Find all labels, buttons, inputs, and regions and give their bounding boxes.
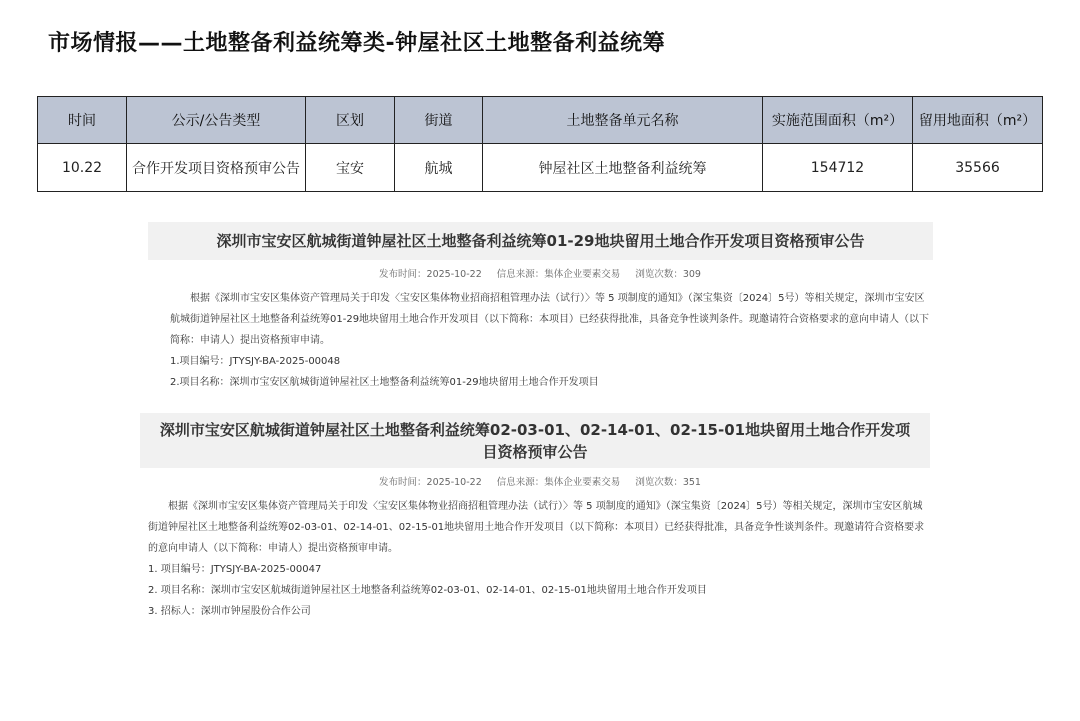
notice-2 xyxy=(140,413,940,622)
header-retained-area: 留用地面积（m²） xyxy=(913,97,1043,144)
header-implementation-area: 实施范围面积（m²） xyxy=(763,97,913,144)
cell-unit-name: 钟屋社区土地整备利益统筹 xyxy=(483,144,763,192)
notice-2-title-line-2: 目资格预审公告 xyxy=(482,443,588,461)
notice-2-publish-time: 发布时间：2025-10-22 xyxy=(379,477,482,488)
notice-1-views: 浏览次数：309 xyxy=(635,269,701,280)
notice-2-views: 浏览次数：351 xyxy=(635,477,701,488)
cell-retained-area: 35566 xyxy=(913,144,1043,192)
notice-2-source: 信息来源：集体企业要素交易 xyxy=(496,477,621,488)
notice-2-item-project-number: 1. 项目编号：JTYSJY-BA-2025-00047 xyxy=(148,564,322,575)
info-table xyxy=(37,96,1043,192)
notice-1-item-project-number: 1.项目编号：JTYSJY-BA-2025-00048 xyxy=(170,356,341,367)
notice-2-paragraph: 根据《深圳市宝安区集体资产管理局关于印发〈宝安区集体物业招商招租管理办法（试行）〉等 5 项制度的通知》（深宝集资〔2024〕5号）等相关规定，深圳市宝安区航城街道钟屋社区土地整备利益统筹02-03-01、02-14-01、02-15-01地块留用土地合作开发项目（以下简称：本项目）已经获得批准，具备竞争性谈判条件。现邀请符合资格要求的意向申请人（以下简称：申请人）提出资格预审申请。 xyxy=(148,501,925,554)
notice-2-item-project-name: 2. 项目名称：深圳市宝安区航城街道钟屋社区土地整备利益统筹02-03-01、02-14-01、02-15-01地块留用土地合作开发项目 xyxy=(148,585,707,596)
notice-1-item-project-name: 2.项目名称：深圳市宝安区航城街道钟屋社区土地整备利益统筹01-29地块留用土地合作开发项目 xyxy=(170,377,599,388)
notice-1 xyxy=(140,222,940,393)
cell-time: 10.22 xyxy=(38,144,127,192)
header-unit-name: 土地整备单元名称 xyxy=(483,97,763,144)
notice-1-source: 信息来源：集体企业要素交易 xyxy=(496,269,621,280)
notice-2-title-line-1: 深圳市宝安区航城街道钟屋社区土地整备利益统筹02-03-01、02-14-01、02-15-01地块留用土地合作开发项 xyxy=(159,421,911,439)
table-header-row xyxy=(38,97,1043,144)
notice-1-title: 深圳市宝安区航城街道钟屋社区土地整备利益统筹01-29地块留用土地合作开发项目资格预审公告 xyxy=(148,222,933,260)
table-row xyxy=(38,144,1043,192)
page-title: 市场情报——土地整备利益统筹类-钟屋社区土地整备利益统筹 xyxy=(48,31,666,56)
notice-2-title xyxy=(140,413,930,468)
header-district: 区划 xyxy=(306,97,395,144)
header-time: 时间 xyxy=(38,97,127,144)
notice-1-publish-time: 发布时间：2025-10-22 xyxy=(379,269,482,280)
cell-implementation-area: 154712 xyxy=(763,144,913,192)
header-notice-type: 公示/公告类型 xyxy=(127,97,306,144)
header-street: 街道 xyxy=(395,97,483,144)
notice-1-meta xyxy=(140,266,940,280)
notice-1-paragraph: 根据《深圳市宝安区集体资产管理局关于印发〈宝安区集体物业招商招租管理办法（试行）〉等 5 项制度的通知》（深宝集资〔2024〕5号）等相关规定，深圳市宝安区航城街道钟屋社区土地整备利益统筹01-29地块留用土地合作开发项目（以下简称：本项目）已经获得批准，具备竞争性谈判条件。现邀请符合资格要求的意向申请人（以下简称：申请人）提出资格预审申请。 xyxy=(170,293,930,346)
notice-2-meta xyxy=(140,474,940,488)
cell-street: 航城 xyxy=(395,144,483,192)
cell-notice-type: 合作开发项目资格预审公告 xyxy=(127,144,306,192)
notice-2-item-tenderer: 3. 招标人：深圳市钟屋股份合作公司 xyxy=(148,606,311,617)
cell-district: 宝安 xyxy=(306,144,395,192)
